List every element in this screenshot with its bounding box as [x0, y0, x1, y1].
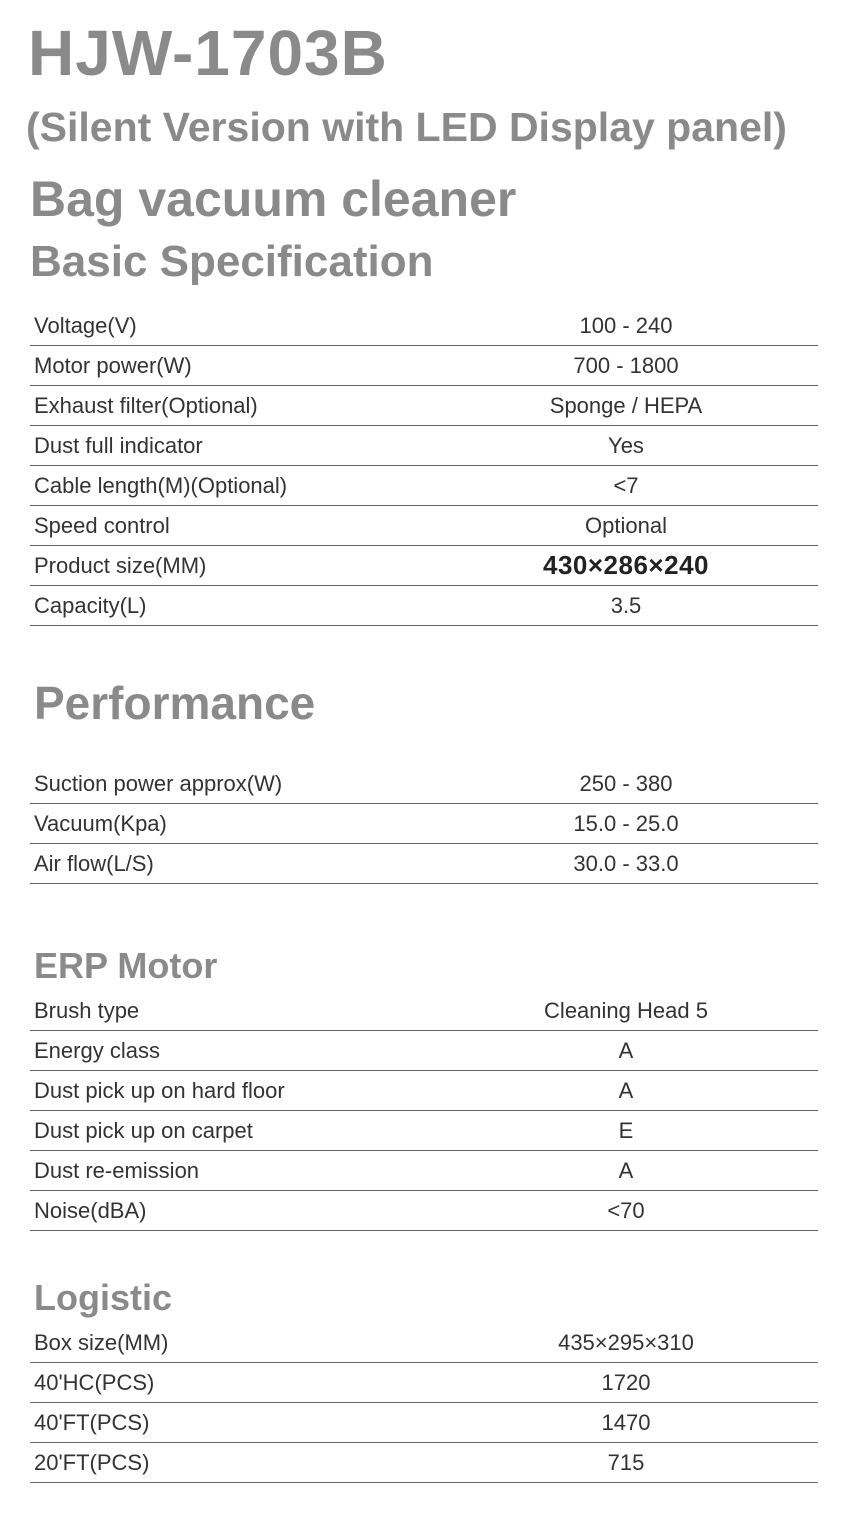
row-label: Cable length(M)(Optional)	[34, 472, 288, 498]
table-row	[30, 1403, 818, 1443]
row-label: Dust pick up on carpet	[34, 1117, 253, 1143]
row-label: Voltage(V)	[34, 312, 137, 338]
table-row	[30, 1443, 818, 1483]
performance-heading: Performance	[34, 677, 316, 729]
table-row	[30, 386, 818, 426]
table-row	[30, 1031, 818, 1071]
row-value: E	[618, 1117, 634, 1143]
table-row	[30, 804, 818, 844]
row-value: A	[618, 1077, 634, 1103]
row-value: Yes	[608, 432, 644, 458]
row-label: Product size(MM)	[34, 552, 207, 578]
row-value: 700 - 1800	[573, 352, 679, 378]
row-label: Energy class	[34, 1037, 160, 1063]
row-value: A	[618, 1037, 634, 1063]
table-row	[30, 1111, 818, 1151]
row-value: 1720	[601, 1369, 651, 1395]
product-size-value: 430×286×240	[542, 550, 709, 580]
erp-motor-heading: ERP Motor	[34, 945, 218, 986]
row-value: Cleaning Head 5	[544, 997, 708, 1023]
basic-spec-heading: Basic Specification	[30, 237, 434, 286]
table-row	[30, 586, 818, 626]
row-label: Brush type	[34, 997, 140, 1023]
erp-motor-table	[30, 991, 818, 1231]
row-label: Air flow(L/S)	[34, 850, 154, 876]
model-title: HJW-1703B	[28, 17, 388, 89]
row-value: <7	[613, 472, 639, 498]
table-row	[30, 506, 818, 546]
row-label: Vacuum(Kpa)	[34, 810, 167, 836]
table-row	[30, 466, 818, 506]
row-label: Motor power(W)	[34, 352, 192, 378]
row-label: Exhaust filter(Optional)	[34, 392, 258, 418]
logistic-heading: Logistic	[34, 1277, 173, 1318]
table-row	[30, 1191, 818, 1231]
row-value: 250 - 380	[579, 770, 673, 796]
table-row	[30, 306, 818, 346]
row-label: Box size(MM)	[34, 1329, 169, 1355]
row-label: Suction power approx(W)	[34, 770, 283, 796]
row-label: Dust pick up on hard floor	[34, 1077, 285, 1103]
row-label: 20'FT(PCS)	[34, 1449, 150, 1475]
product-type-heading: Bag vacuum cleaner	[30, 171, 517, 227]
row-value: 1470	[601, 1409, 651, 1435]
row-value: 3.5	[610, 592, 642, 618]
row-label: 40'FT(PCS)	[34, 1409, 150, 1435]
row-label: 40'HC(PCS)	[34, 1369, 155, 1395]
table-row	[30, 1363, 818, 1403]
table-row	[30, 844, 818, 884]
row-label: Capacity(L)	[34, 592, 147, 618]
basic-spec-table	[30, 306, 818, 626]
row-value: 30.0 - 33.0	[573, 850, 679, 876]
logistic-table	[30, 1323, 818, 1483]
table-row	[30, 991, 818, 1031]
table-row	[30, 1071, 818, 1111]
row-value: Sponge / HEPA	[549, 392, 703, 418]
row-value: Optional	[585, 512, 667, 538]
row-value: 100 - 240	[579, 312, 673, 338]
table-row	[30, 346, 818, 386]
table-row	[30, 1151, 818, 1191]
table-row	[30, 426, 818, 466]
table-row	[30, 546, 818, 586]
row-label: Noise(dBA)	[34, 1197, 147, 1223]
row-value: <70	[607, 1197, 645, 1223]
row-value: 715	[607, 1449, 645, 1475]
row-label: Dust re-emission	[34, 1157, 200, 1183]
table-row	[30, 1323, 818, 1363]
row-value: 15.0 - 25.0	[573, 810, 679, 836]
row-value: 435×295×310	[558, 1329, 694, 1355]
model-subtitle: (Silent Version with LED Display panel)	[26, 104, 787, 150]
table-row	[30, 764, 818, 804]
row-label: Dust full indicator	[34, 432, 203, 458]
performance-table	[30, 764, 818, 884]
row-value: A	[618, 1157, 634, 1183]
row-label: Speed control	[34, 512, 170, 538]
